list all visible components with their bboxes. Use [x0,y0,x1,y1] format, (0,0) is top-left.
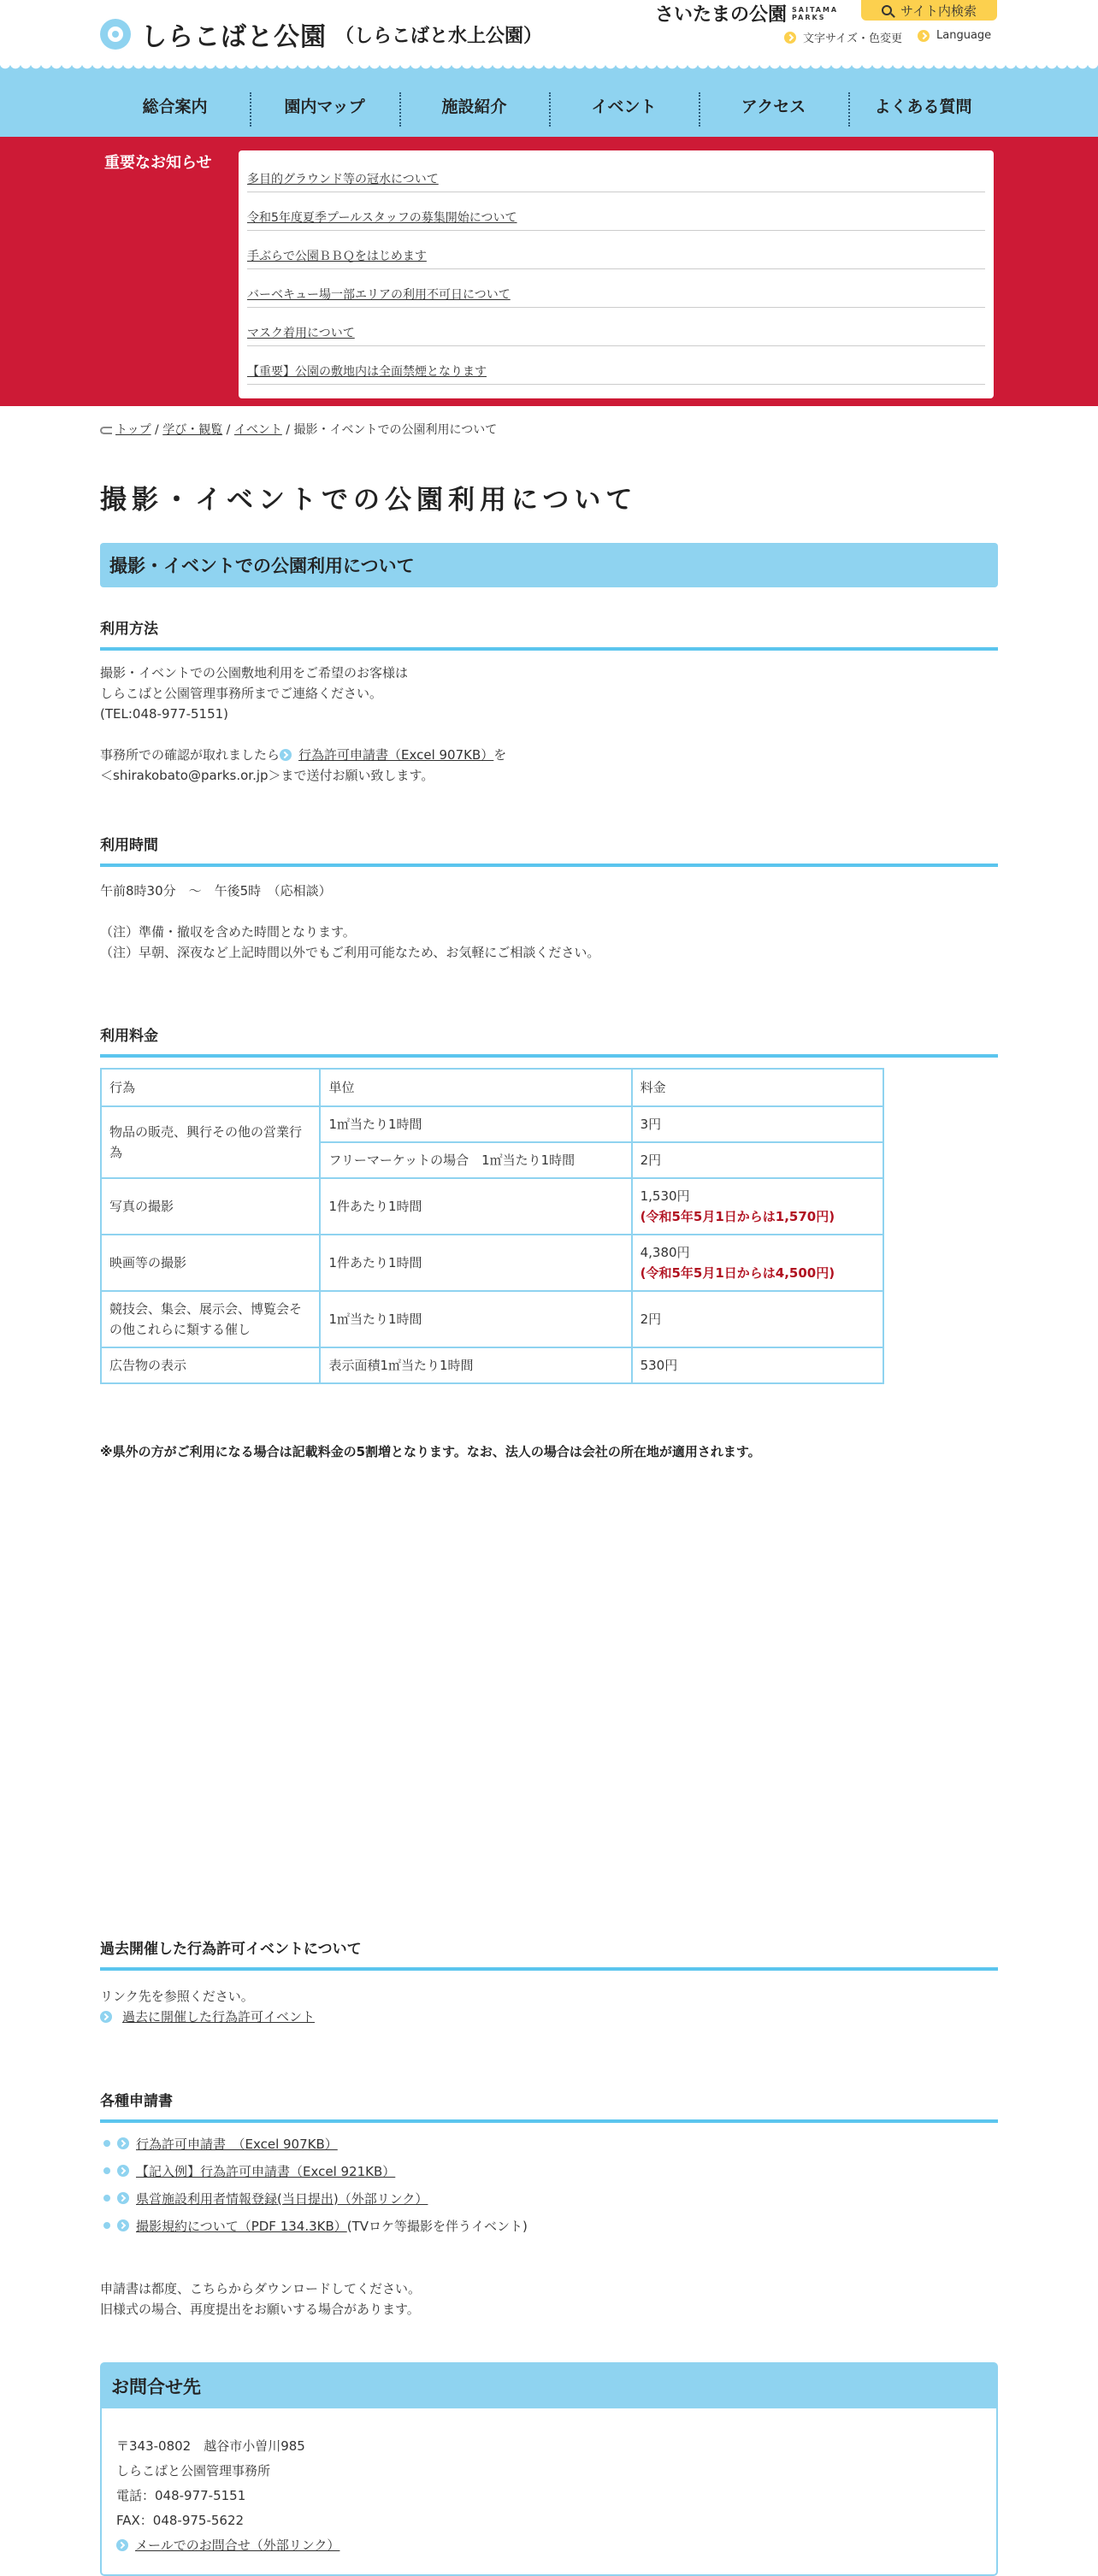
table-header-row [101,1069,883,1106]
notice-link[interactable]: バーベキュー場一部エリアの利用不可日について [247,288,511,302]
bullet-icon [103,2167,110,2174]
search-icon [882,5,892,15]
form-download-link[interactable]: 【記入例】行為許可申請書（Excel 921KB） [136,2163,396,2179]
past-events-link-line [100,2007,315,2027]
contact-phone: 電話：048-977-5151 [116,2488,246,2503]
table-cell: 3円 [632,1106,883,1142]
table-cell: 表示面積1㎡当たり1時間 [320,1347,631,1383]
site-header [0,0,1098,63]
table-header-cell: 料金 [632,1069,883,1106]
forms-note [100,2278,421,2320]
language-label: Language [936,29,992,42]
usage-method-phone: (TEL:048-977-5151) [100,706,229,722]
brand-en-line1: SAITAMA [792,5,839,14]
language-link[interactable] [918,29,991,42]
fee-new: (令和5年5月1日からは4,500円) [640,1265,835,1281]
notice-link[interactable]: 【重要】公園の敷地内は全面禁煙となります [247,365,487,379]
breadcrumb-top[interactable]: トップ [115,423,151,437]
table-cell: 写真の撮影 [101,1178,320,1235]
form-download-link[interactable]: 行為許可申請書 （Excel 907KB） [136,2136,338,2152]
breadcrumb-separator: / [226,423,231,437]
list-item [100,2184,528,2212]
notice-item [247,192,985,231]
table-header-cell: 行為 [101,1069,320,1106]
table-cell: 2円 [632,1142,883,1178]
notice-list [239,150,994,398]
nav-item-park-map[interactable]: 園内マップ [250,74,399,137]
table-cell: 競技会、集会、展示会、博覧会その他これらに類する催し [101,1291,320,1347]
chevron-right-icon [918,30,930,42]
form-download-link[interactable]: 県営施設利用者情報登録(当日提出)（外部リンク） [136,2190,428,2207]
usage-time-note: （注）早朝、深夜など上記時間以外でもご利用可能なため、お気軽にご相談ください。 [100,945,600,960]
past-events-heading: 過去開催した行為許可イベントについて [100,1936,998,1971]
table-row [101,1235,883,1291]
usage-time-note: （注）準備・撤収を含めた時間となります。 [100,924,356,940]
link-arrow-icon [117,2219,129,2231]
search-label: サイト内検索 [900,3,977,19]
nav-wave-decoration [0,63,1098,74]
font-size-label: 文字サイズ・色変更 [803,32,902,45]
table-cell: 広告物の表示 [101,1347,320,1383]
contact-heading: お問合せ先 [102,2364,996,2408]
table-cell: 物品の販売、興行その他の営業行為 [101,1106,320,1178]
main-content [100,406,998,2553]
nav-item-facilities[interactable]: 施設紹介 [399,74,549,137]
table-cell [632,1178,883,1235]
fees-heading: 利用料金 [100,1023,998,1058]
notice-item [247,154,985,192]
breadcrumb-separator: / [286,423,291,437]
breadcrumb [100,421,497,438]
forms-heading: 各種申請書 [100,2089,998,2123]
link-arrow-icon [117,2137,129,2149]
usage-method-line-pre: 事務所での確認が取れましたら [100,747,280,763]
table-cell: 1件あたり1時間 [320,1235,631,1291]
table-cell: フリーマーケットの場合 1㎡当たり1時間 [320,1142,631,1178]
contact-mail-line [116,2533,996,2558]
site-search-button[interactable] [861,0,997,21]
nav-item-faq[interactable]: よくある質問 [848,74,998,137]
past-events-link[interactable]: 過去に開催した行為許可イベント [122,2009,316,2025]
breadcrumb-learning[interactable]: 学び・観覧 [162,423,223,437]
nav-item-access[interactable]: アクセス [699,74,848,137]
usage-method-line: しらこばと公園管理事務所までご連絡ください。 [100,686,383,701]
site-name: しらこばと公園 [141,22,327,52]
link-arrow-icon [100,2011,112,2023]
nav-item-events[interactable]: イベント [549,74,699,137]
usage-method-line-post: を [493,747,507,763]
table-header-cell: 単位 [320,1069,631,1106]
table-row [101,1291,883,1347]
forms-note-line: 申請書は都度、こちらからダウンロードしてください。 [100,2281,422,2296]
table-cell: 1㎡当たり1時間 [320,1106,631,1142]
contact-box [100,2362,998,2576]
contact-body [102,2408,996,2558]
link-arrow-icon [117,2165,129,2177]
link-arrow-icon [117,2192,129,2204]
fees-note: ※県外の方がご利用になる場合は記載料金の5割増となります。なお、法人の場合は会社の所在地が適用されます。 [100,1444,761,1459]
site-subname: （しらこばと水上公園） [335,25,543,47]
font-size-link[interactable] [784,29,902,45]
usage-hours: 午前8時30分 ～ 午後5時 （応相談） [100,883,332,899]
brand-en-line2: PARKS [792,13,826,21]
fee-current: 4,380円 [640,1245,690,1260]
notice-link[interactable]: 令和5年度夏季プールスタッフの募集開始について [247,211,517,225]
list-item [100,2212,528,2239]
table-cell: 2円 [632,1291,883,1347]
breadcrumb-current: 撮影・イベントでの公園利用について [293,423,498,437]
table-row [101,1178,883,1235]
brand-name: さいたまの公園 [655,4,788,26]
fees-table [100,1068,884,1384]
saitama-parks-logo[interactable] [655,0,838,27]
chevron-right-icon [784,32,796,44]
table-cell: 映画等の撮影 [101,1235,320,1291]
bullet-icon [103,2195,110,2202]
contact-address: 〒343-0802 越谷市小曽川985 [116,2438,305,2454]
link-arrow-icon [116,2539,128,2551]
important-notice [0,137,1098,406]
return-icon [100,427,112,434]
contact-mail-link[interactable]: メールでのお問合せ（外部リンク） [135,2538,340,2553]
forms-list [100,2130,528,2239]
site-logo[interactable] [100,15,542,53]
notice-item [247,308,985,346]
brand-en [792,6,838,21]
notice-link[interactable]: 多目的グラウンド等の冠水について [247,173,439,186]
past-events-text [100,1986,315,2027]
notice-item [247,269,985,308]
fee-current: 1,530円 [640,1188,690,1204]
global-nav [0,74,1098,137]
notice-link[interactable]: 手ぶらで公園ＢＢＱをはじめます [247,250,427,263]
breadcrumb-event[interactable]: イベント [233,423,282,437]
table-cell: 1㎡当たり1時間 [320,1291,631,1347]
forms-note-line: 旧様式の場合、再度提出をお願いする場合があります。 [100,2302,420,2317]
logo-icon [100,19,131,50]
usage-method-heading: 利用方法 [100,616,998,651]
usage-time-heading: 利用時間 [100,833,998,867]
fee-new: (令和5年5月1日からは1,570円) [640,1209,835,1224]
link-arrow-icon [280,749,292,761]
nav-item-general-info[interactable]: 総合案内 [142,97,208,116]
table-row [101,1106,883,1142]
usage-method-line [100,745,506,765]
notice-item [247,231,985,269]
usage-method-text [100,663,506,786]
form-download-link[interactable]: 撮影規約について（PDF 134.3KB） [136,2218,347,2234]
bullet-icon [103,2222,110,2229]
contact-office: しらこばと公園管理事務所 [116,2463,271,2479]
table-cell: 530円 [632,1347,883,1383]
table-cell: 1件あたり1時間 [320,1178,631,1235]
table-cell [632,1235,883,1291]
table-row [101,1347,883,1383]
page-title: 撮影・イベントでの公園利用について [100,485,638,516]
notice-title: 重要なお知らせ [104,154,212,172]
contact-fax: FAX：048-975-5622 [116,2513,245,2528]
permit-form-link[interactable]: 行為許可申請書（Excel 907KB） [298,747,494,763]
usage-time-text [100,881,599,963]
bullet-icon [103,2140,110,2147]
list-item [100,2157,528,2184]
usage-method-line: 撮影・イベントでの公園敷地利用をご希望のお客様は [100,665,409,681]
breadcrumb-separator: / [155,423,159,437]
usage-method-email: ＜shirakobato@parks.or.jp＞まで送付お願い致します。 [100,768,434,783]
section-heading: 撮影・イベントでの公園利用について [100,543,998,587]
notice-item [247,346,985,385]
form-link-suffix: (TVロケ等撮影を伴うイベント) [346,2218,528,2234]
list-item [100,2130,528,2157]
notice-link[interactable]: マスク着用について [247,327,355,340]
past-events-intro: リンク先を参照ください。 [100,1989,254,2004]
